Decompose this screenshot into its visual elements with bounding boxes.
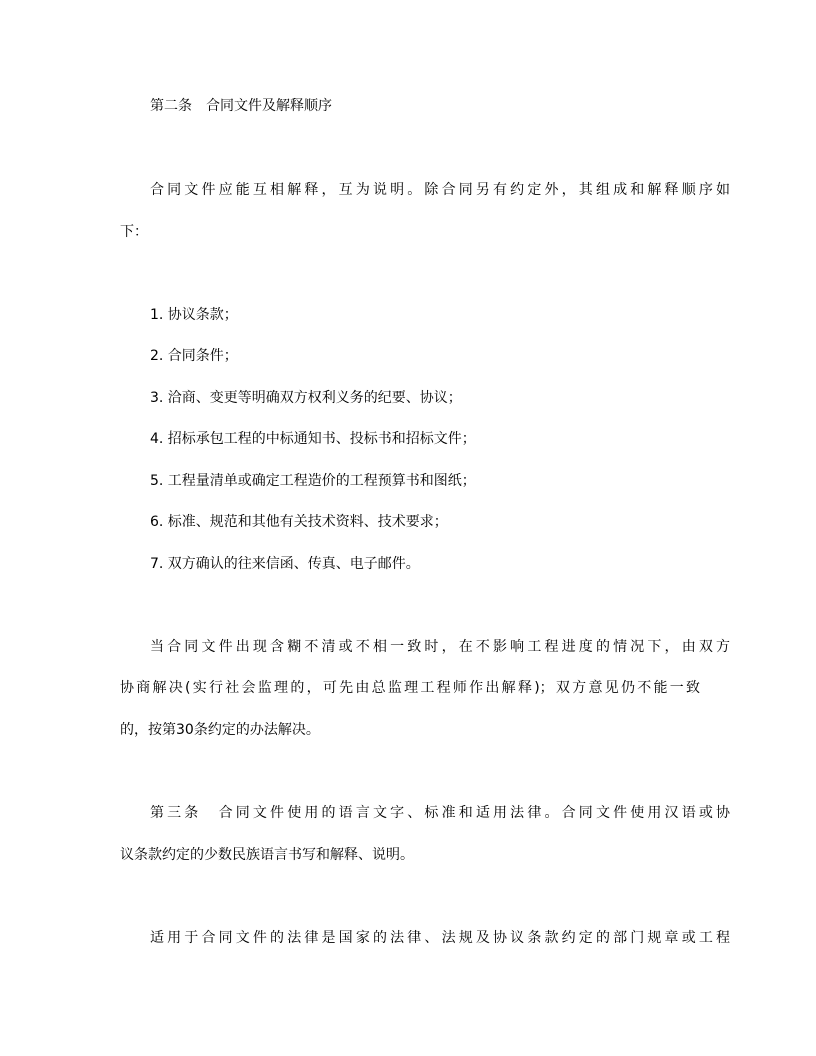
list-item-4: 4. 招标承包工程的中标通知书、投标书和招标文件； xyxy=(150,431,476,447)
intro-paragraph-line-1: 合同文件应能互相解释，互为说明。除合同另有约定外，其组成和解释顺序如 xyxy=(150,182,730,198)
conflict-paragraph-line-1: 当合同文件出现含糊不清或不相一致时，在不影响工程进度的情况下，由双方 xyxy=(150,639,730,655)
list-item-5: 5. 工程量清单或确定工程造价的工程预算书和图纸； xyxy=(150,473,476,489)
article-2-heading: 第二条 合同文件及解释顺序 xyxy=(150,98,332,114)
list-item-6: 6. 标准、规范和其他有关技术资料、技术要求； xyxy=(150,514,448,530)
article-3-line-1: 第三条 合同文件使用的语言文字、标准和适用法律。合同文件使用汉语或协 xyxy=(150,805,730,821)
article-3-line-2: 议条款约定的少数民族语言书写和解释、说明。 xyxy=(120,847,414,863)
intro-paragraph-line-2: 下： xyxy=(120,224,148,240)
conflict-paragraph-line-2: 协商解决(实行社会监理的，可先由总监理工程师作出解释)；双方意见仍不能一致 xyxy=(120,680,700,696)
law-paragraph-line-1: 适用于合同文件的法律是国家的法律、法规及协议条款约定的部门规章或工程 xyxy=(150,930,730,946)
list-item-1: 1. 协议条款； xyxy=(150,307,238,323)
list-item-3: 3. 洽商、变更等明确双方权利义务的纪要、协议； xyxy=(150,390,462,406)
conflict-paragraph-line-3: 的，按第30条约定的办法解决。 xyxy=(120,722,320,738)
list-item-2: 2. 合同条件； xyxy=(150,348,238,364)
list-item-7: 7. 双方确认的往来信函、传真、电子邮件。 xyxy=(150,556,420,572)
